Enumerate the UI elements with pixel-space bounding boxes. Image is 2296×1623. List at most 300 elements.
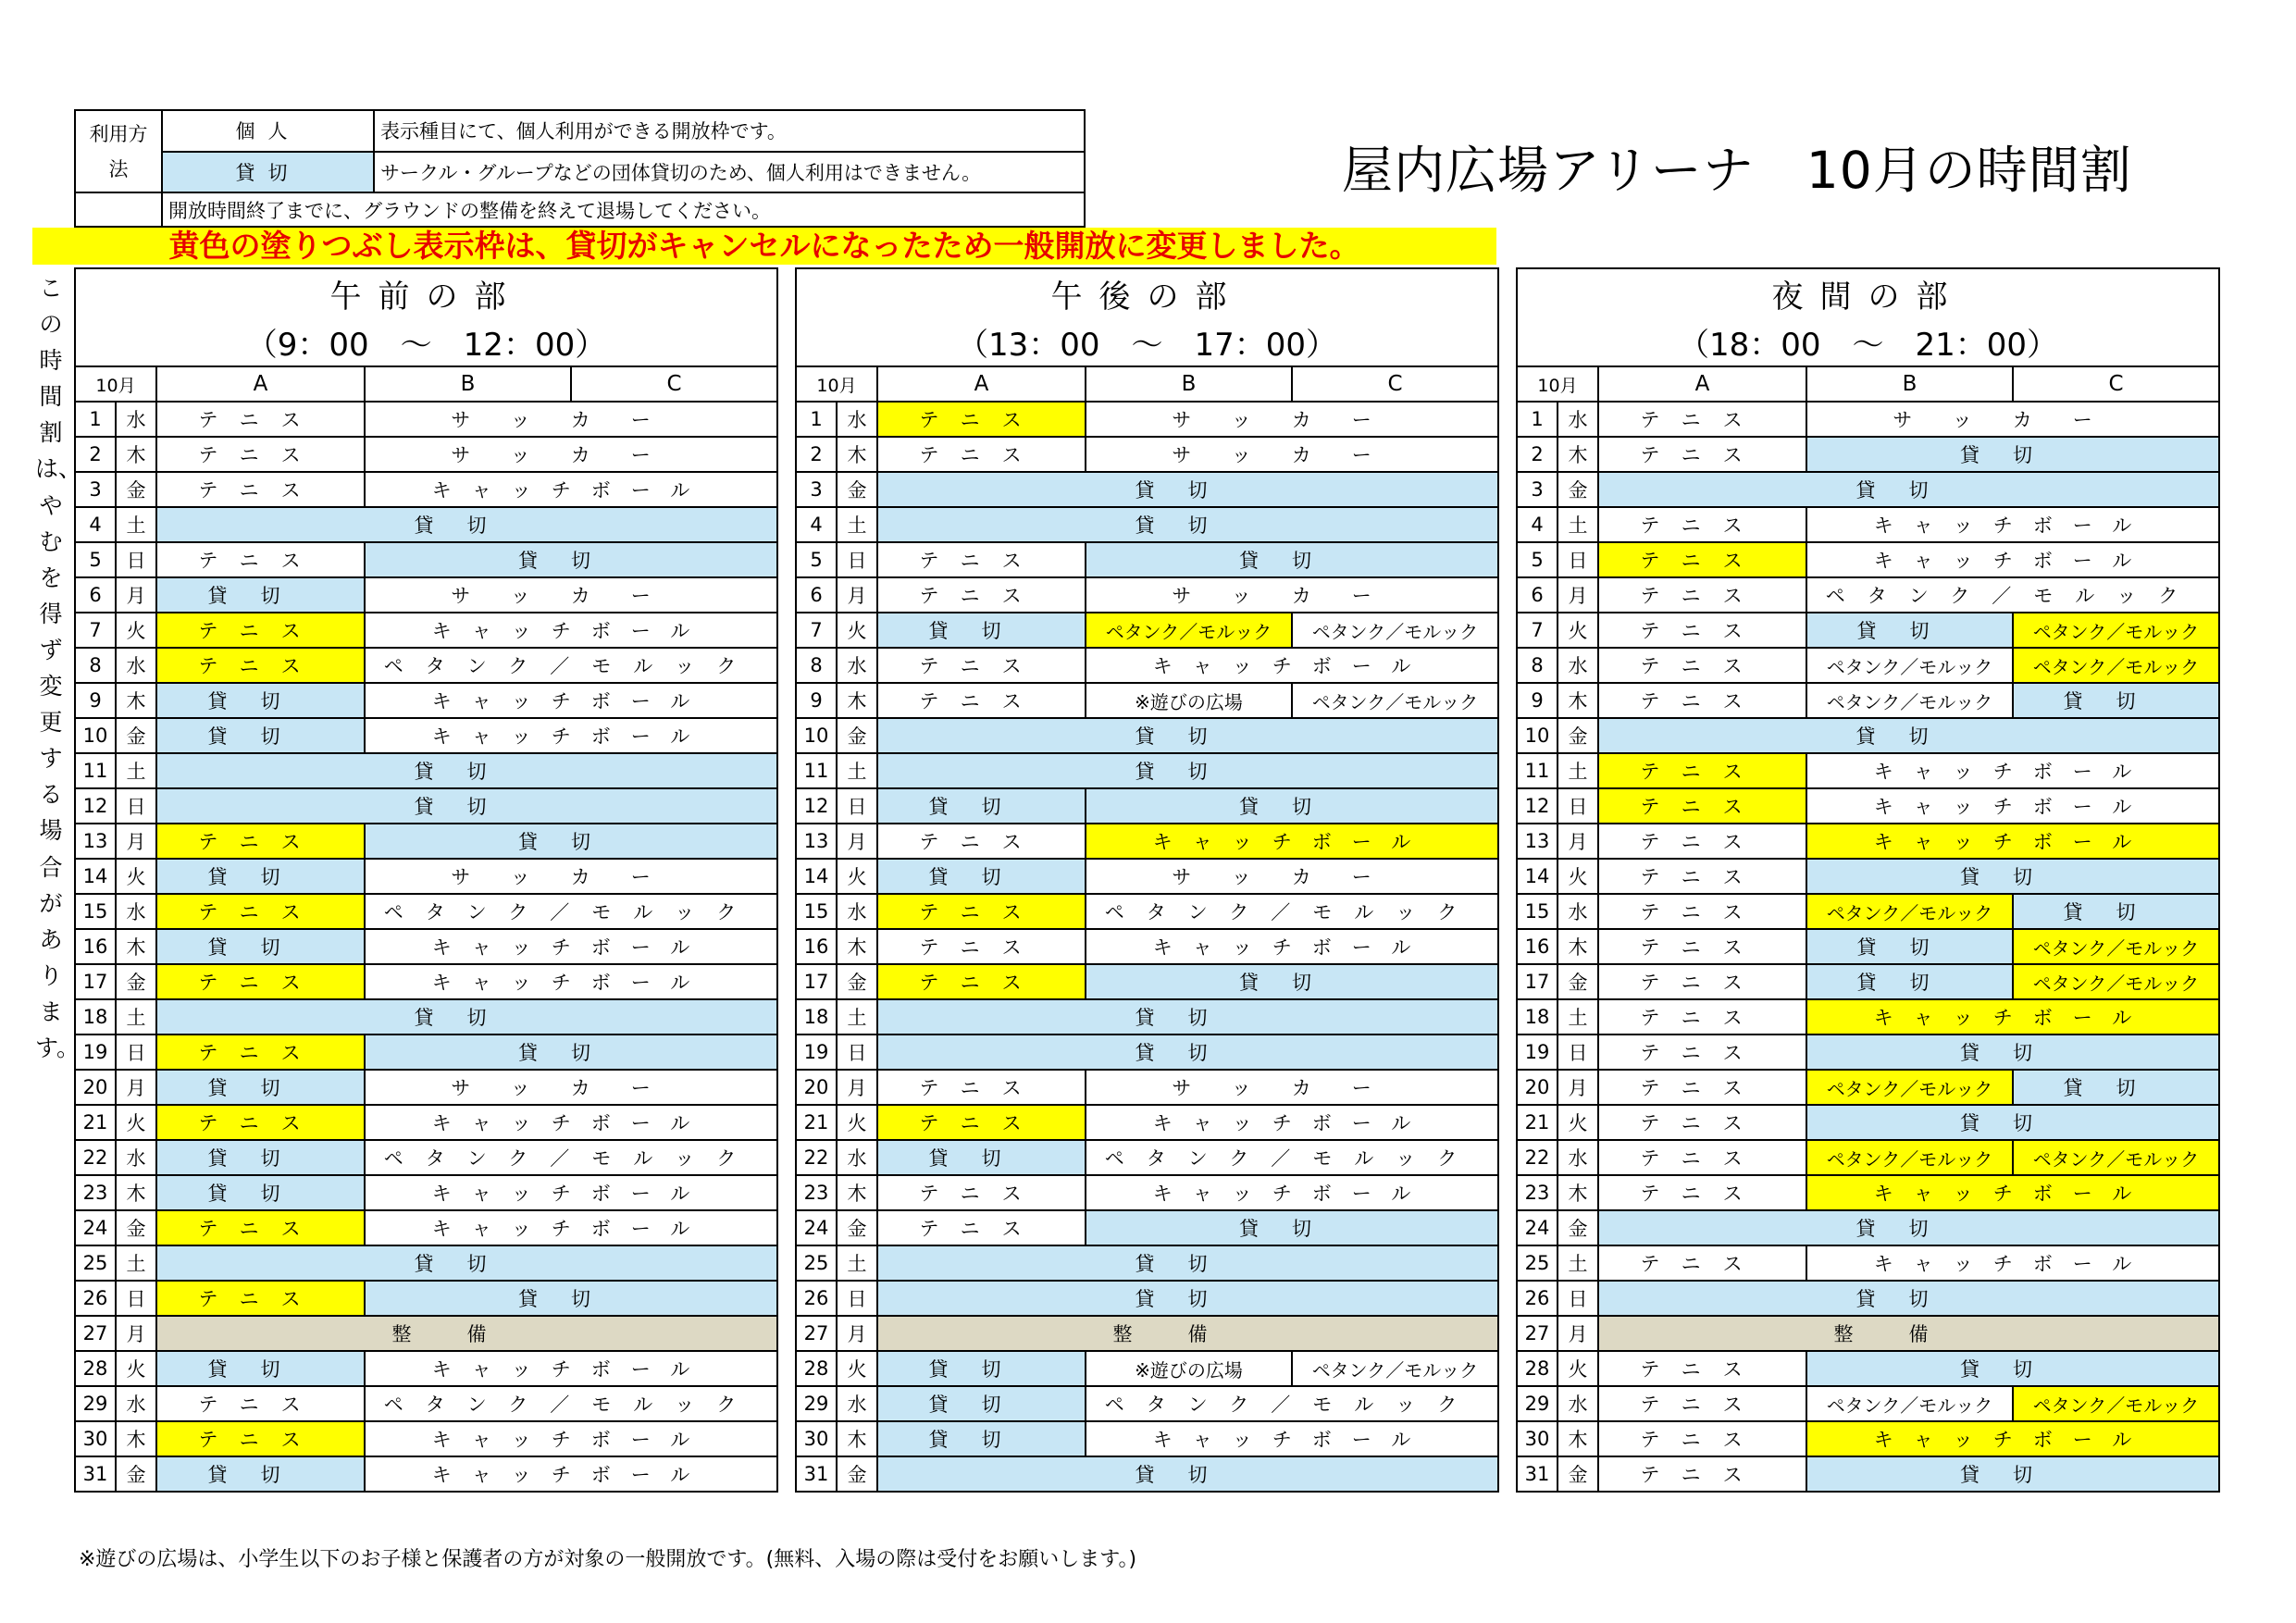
slot-cell: 貸切 xyxy=(1086,542,1498,577)
day-number: 25 xyxy=(796,1245,837,1281)
table-row xyxy=(796,1386,1498,1421)
table-row xyxy=(75,929,777,964)
day-number: 6 xyxy=(796,577,837,613)
day-number: 26 xyxy=(796,1281,837,1316)
day-number: 7 xyxy=(1517,613,1558,648)
weekday: 金 xyxy=(837,718,877,753)
slot-cell: 貸切 xyxy=(1086,1210,1498,1245)
weekday: 木 xyxy=(116,1175,156,1210)
slot-cell: 貸切 xyxy=(156,507,777,542)
table-row xyxy=(75,577,777,613)
court-header-c: C xyxy=(2013,366,2219,402)
weekday: 火 xyxy=(116,1105,156,1140)
day-number: 28 xyxy=(796,1351,837,1386)
weekday: 月 xyxy=(837,1070,877,1105)
weekday: 水 xyxy=(116,648,156,683)
slot-cell: キャッチボール xyxy=(1806,1421,2219,1456)
court-header-c: C xyxy=(1292,366,1498,402)
slot-cell: サッカー xyxy=(1086,577,1498,613)
table-row xyxy=(1517,1351,2219,1386)
day-number: 17 xyxy=(75,964,116,999)
period-time-row xyxy=(796,317,1498,366)
weekday: 木 xyxy=(837,1421,877,1456)
table-row xyxy=(1517,1316,2219,1351)
slot-cell: テニス xyxy=(156,1281,365,1316)
slot-cell: サッカー xyxy=(1086,1070,1498,1105)
day-number: 20 xyxy=(1517,1070,1558,1105)
slot-cell: 貸切 xyxy=(156,1175,365,1210)
day-number: 31 xyxy=(75,1456,116,1492)
weekday: 水 xyxy=(116,1386,156,1421)
slot-cell: テニス xyxy=(877,683,1086,718)
weekday: 土 xyxy=(837,1245,877,1281)
day-number: 8 xyxy=(796,648,837,683)
weekday: 火 xyxy=(116,613,156,648)
slot-cell: 貸切 xyxy=(1598,472,2219,507)
legend-spacer xyxy=(75,192,162,227)
slot-cell: テニス xyxy=(1598,683,1806,718)
slot-cell: テニス xyxy=(1598,577,1806,613)
table-row xyxy=(796,788,1498,824)
slot-cell: キャッチボール xyxy=(365,718,777,753)
weekday: 金 xyxy=(837,1210,877,1245)
day-number: 11 xyxy=(1517,753,1558,788)
court-header-a: A xyxy=(1598,366,1806,402)
legend-desc-individual: 表示種目にて、個人利用ができる開放枠です。 xyxy=(374,110,1085,152)
period-title: 夜間の部 xyxy=(1517,268,2219,317)
slot-cell: テニス xyxy=(1598,788,1806,824)
slot-cell: キャッチボール xyxy=(365,964,777,999)
slot-cell: 整備 xyxy=(1598,1316,2219,1351)
slot-cell: キャッチボール xyxy=(365,472,777,507)
slot-cell: キャッチボール xyxy=(365,1456,777,1492)
table-row xyxy=(796,1316,1498,1351)
day-number: 15 xyxy=(75,894,116,929)
day-number: 23 xyxy=(796,1175,837,1210)
usage-method-label: 利用方法 xyxy=(75,110,162,192)
slot-cell: 整備 xyxy=(156,1316,777,1351)
day-number: 6 xyxy=(1517,577,1558,613)
day-number: 28 xyxy=(75,1351,116,1386)
slot-cell: テニス xyxy=(1598,824,1806,859)
weekday: 土 xyxy=(837,753,877,788)
slot-cell: 貸切 xyxy=(1598,1210,2219,1245)
day-number: 1 xyxy=(796,402,837,437)
slot-cell: テニス xyxy=(1598,507,1806,542)
slot-cell: キャッチボール xyxy=(365,613,777,648)
table-row xyxy=(75,788,777,824)
slot-cell: ペタンク／モルック xyxy=(2013,929,2219,964)
slot-cell: ペタンク／モルック xyxy=(365,894,777,929)
slot-cell: テニス xyxy=(156,648,365,683)
day-number: 30 xyxy=(796,1421,837,1456)
weekday: 木 xyxy=(837,437,877,472)
slot-cell: テニス xyxy=(877,824,1086,859)
slot-cell: テニス xyxy=(156,613,365,648)
slot-cell: テニス xyxy=(1598,1351,1806,1386)
legend-note: 開放時間終了までに、グラウンドの整備を終えて退場してください。 xyxy=(162,192,1085,227)
day-number: 13 xyxy=(796,824,837,859)
day-number: 23 xyxy=(75,1175,116,1210)
slot-cell: 貸切 xyxy=(1806,1351,2219,1386)
slot-cell: 貸切 xyxy=(156,1245,777,1281)
slot-cell: テニス xyxy=(1598,859,1806,894)
weekday: 土 xyxy=(116,753,156,788)
slot-cell: 貸切 xyxy=(1806,437,2219,472)
court-header-b: B xyxy=(365,366,571,402)
court-header-a: A xyxy=(156,366,365,402)
slot-cell: テニス xyxy=(156,894,365,929)
table-row xyxy=(1517,683,2219,718)
table-row xyxy=(1517,1456,2219,1492)
slot-cell: ペタンク／モルック xyxy=(1292,683,1498,718)
slot-cell: 貸切 xyxy=(877,1386,1086,1421)
slot-cell: キャッチボール xyxy=(365,1351,777,1386)
table-row xyxy=(1517,718,2219,753)
slot-cell: キャッチボール xyxy=(365,1210,777,1245)
slot-cell: ペタンク／モルック xyxy=(2013,1140,2219,1175)
table-row xyxy=(75,1245,777,1281)
day-number: 18 xyxy=(1517,999,1558,1035)
slot-cell: ペタンク／モルック xyxy=(1806,577,2219,613)
slot-cell: ペタンク／モルック xyxy=(1086,1386,1498,1421)
day-number: 9 xyxy=(75,683,116,718)
day-number: 18 xyxy=(796,999,837,1035)
month-label: 10月 xyxy=(796,366,877,402)
slot-cell: テニス xyxy=(1598,929,1806,964)
slot-cell: 貸切 xyxy=(1806,1456,2219,1492)
table-row xyxy=(75,1035,777,1070)
table-row xyxy=(796,1210,1498,1245)
slot-cell: 貸切 xyxy=(877,859,1086,894)
weekday: 月 xyxy=(116,1070,156,1105)
legend-type-individual: 個人 xyxy=(162,110,374,152)
table-row xyxy=(75,1281,777,1316)
table-row xyxy=(75,1316,777,1351)
weekday: 金 xyxy=(116,1456,156,1492)
footnote: ※遊びの広場は、小学生以下のお子様と保護者の方が対象の一般開放です。(無料、入場の際は受付をお願いします。) xyxy=(79,1548,1137,1571)
day-number: 2 xyxy=(75,437,116,472)
slot-cell: ペタンク／モルック xyxy=(2013,1386,2219,1421)
day-number: 10 xyxy=(1517,718,1558,753)
weekday: 日 xyxy=(1558,1035,1598,1070)
slot-cell: 貸切 xyxy=(1806,1105,2219,1140)
slot-cell: テニス xyxy=(156,1210,365,1245)
slot-cell: テニス xyxy=(877,1070,1086,1105)
period-title-row xyxy=(1517,268,2219,317)
table-row xyxy=(75,683,777,718)
table-row xyxy=(1517,1281,2219,1316)
day-number: 25 xyxy=(75,1245,116,1281)
table-row xyxy=(796,613,1498,648)
weekday: 火 xyxy=(837,859,877,894)
table-row xyxy=(796,648,1498,683)
weekday: 水 xyxy=(1558,402,1598,437)
weekday: 火 xyxy=(837,1351,877,1386)
day-number: 27 xyxy=(796,1316,837,1351)
slot-cell: テニス xyxy=(1598,1140,1806,1175)
weekday: 金 xyxy=(116,472,156,507)
slot-cell: 貸切 xyxy=(156,683,365,718)
day-number: 12 xyxy=(796,788,837,824)
day-number: 27 xyxy=(1517,1316,1558,1351)
table-row xyxy=(1517,437,2219,472)
slot-cell: テニス xyxy=(1598,1070,1806,1105)
slot-cell: キャッチボール xyxy=(1086,1105,1498,1140)
table-row xyxy=(796,1456,1498,1492)
weekday: 金 xyxy=(1558,1456,1598,1492)
slot-cell: 貸切 xyxy=(1806,613,2013,648)
table-row xyxy=(75,1105,777,1140)
legend-type-reserved: 貸切 xyxy=(162,152,374,193)
day-number: 24 xyxy=(796,1210,837,1245)
cancellation-notice: 黄色の塗りつぶし表示枠は、貸切がキャンセルになったため一般開放に変更しました。 xyxy=(32,228,1496,265)
table-row xyxy=(796,402,1498,437)
legend-desc-reserved: サークル・グループなどの団体貸切のため、個人利用はできません。 xyxy=(374,152,1085,193)
table-row xyxy=(1517,1140,2219,1175)
slot-cell: 貸切 xyxy=(877,1456,1498,1492)
weekday: 月 xyxy=(1558,1070,1598,1105)
slot-cell: テニス xyxy=(1598,542,1806,577)
day-number: 19 xyxy=(796,1035,837,1070)
slot-cell: 整備 xyxy=(877,1316,1498,1351)
slot-cell: キャッチボール xyxy=(1806,507,2219,542)
weekday: 月 xyxy=(116,1316,156,1351)
day-number: 10 xyxy=(75,718,116,753)
slot-cell: キャッチボール xyxy=(365,1105,777,1140)
table-row xyxy=(796,1281,1498,1316)
weekday: 水 xyxy=(837,402,877,437)
slot-cell: テニス xyxy=(877,402,1086,437)
day-number: 2 xyxy=(796,437,837,472)
slot-cell: テニス xyxy=(156,437,365,472)
table-row xyxy=(1517,753,2219,788)
slot-cell: 貸切 xyxy=(877,999,1498,1035)
slot-cell: キャッチボール xyxy=(1086,929,1498,964)
slot-cell: 貸切 xyxy=(877,718,1498,753)
day-number: 16 xyxy=(75,929,116,964)
weekday: 金 xyxy=(116,718,156,753)
day-number: 9 xyxy=(1517,683,1558,718)
slot-cell: テニス xyxy=(1598,1421,1806,1456)
period-title: 午後の部 xyxy=(796,268,1498,317)
day-number: 9 xyxy=(796,683,837,718)
slot-cell: 貸切 xyxy=(156,788,777,824)
table-row xyxy=(796,1175,1498,1210)
slot-cell: テニス xyxy=(1598,1105,1806,1140)
table-row xyxy=(75,718,777,753)
table-row xyxy=(1517,1210,2219,1245)
court-header-c: C xyxy=(571,366,777,402)
slot-cell: テニス xyxy=(156,1386,365,1421)
weekday: 金 xyxy=(116,1210,156,1245)
day-number: 22 xyxy=(75,1140,116,1175)
day-number: 11 xyxy=(796,753,837,788)
weekday: 金 xyxy=(1558,472,1598,507)
day-number: 15 xyxy=(1517,894,1558,929)
slot-cell: 貸切 xyxy=(156,1140,365,1175)
weekday: 水 xyxy=(1558,1140,1598,1175)
day-number: 4 xyxy=(796,507,837,542)
slot-cell: 貸切 xyxy=(877,613,1086,648)
slot-cell: ペタンク／モルック xyxy=(2013,613,2219,648)
table-row xyxy=(1517,1175,2219,1210)
slot-cell: ペタンク／モルック xyxy=(1806,648,2013,683)
day-number: 22 xyxy=(796,1140,837,1175)
weekday: 日 xyxy=(1558,788,1598,824)
table-row xyxy=(796,753,1498,788)
day-number: 12 xyxy=(1517,788,1558,824)
weekday: 月 xyxy=(837,824,877,859)
slot-cell: テニス xyxy=(1598,1175,1806,1210)
day-number: 31 xyxy=(796,1456,837,1492)
slot-cell: ペタンク／モルック xyxy=(2013,964,2219,999)
weekday: 金 xyxy=(116,964,156,999)
slot-cell: 貸切 xyxy=(156,577,365,613)
slot-cell: キャッチボール xyxy=(1806,542,2219,577)
weekday: 月 xyxy=(1558,577,1598,613)
weekday: 土 xyxy=(837,507,877,542)
slot-cell: テニス xyxy=(1598,964,1806,999)
weekday: 金 xyxy=(1558,1210,1598,1245)
change-side-note: この時間割は、やむを得ず変更する場合があります。 xyxy=(35,275,82,1061)
table-row xyxy=(75,894,777,929)
slot-cell: 貸切 xyxy=(2013,683,2219,718)
day-number: 17 xyxy=(1517,964,1558,999)
slot-cell: 貸切 xyxy=(156,753,777,788)
slot-cell: ペタンク／モルック xyxy=(365,648,777,683)
slot-cell: テニス xyxy=(1598,1245,1806,1281)
table-row xyxy=(796,1421,1498,1456)
weekday: 木 xyxy=(1558,1421,1598,1456)
period-time: （9：00 ～ 12：00） xyxy=(75,317,777,366)
table-row xyxy=(796,859,1498,894)
slot-cell: テニス xyxy=(877,894,1086,929)
day-number: 18 xyxy=(75,999,116,1035)
weekday: 木 xyxy=(1558,437,1598,472)
day-number: 24 xyxy=(1517,1210,1558,1245)
slot-cell: ペタンク／モルック xyxy=(1806,683,2013,718)
day-number: 29 xyxy=(75,1386,116,1421)
slot-cell: ペタンク／モルック xyxy=(365,1386,777,1421)
slot-cell: テニス xyxy=(156,472,365,507)
weekday: 日 xyxy=(116,788,156,824)
slot-cell: 貸切 xyxy=(156,929,365,964)
slot-cell: 貸切 xyxy=(877,1281,1498,1316)
slot-cell: サッカー xyxy=(1086,402,1498,437)
table-row xyxy=(75,507,777,542)
table-row xyxy=(75,1351,777,1386)
day-number: 14 xyxy=(75,859,116,894)
slot-cell: キャッチボール xyxy=(1806,788,2219,824)
weekday: 日 xyxy=(116,1281,156,1316)
weekday: 日 xyxy=(116,1035,156,1070)
table-row xyxy=(75,648,777,683)
weekday: 木 xyxy=(837,1175,877,1210)
slot-cell: 貸切 xyxy=(156,718,365,753)
slot-cell: ※遊びの広場 xyxy=(1086,1351,1292,1386)
table-row xyxy=(75,437,777,472)
table-row xyxy=(75,1175,777,1210)
slot-cell: キャッチボール xyxy=(365,683,777,718)
weekday: 土 xyxy=(1558,753,1598,788)
weekday: 日 xyxy=(837,1035,877,1070)
table-row xyxy=(796,718,1498,753)
slot-cell: キャッチボール xyxy=(365,1175,777,1210)
weekday: 土 xyxy=(1558,507,1598,542)
table-row xyxy=(796,1105,1498,1140)
table-row xyxy=(1517,1421,2219,1456)
slot-cell: 貸切 xyxy=(156,859,365,894)
table-row xyxy=(75,1140,777,1175)
table-row xyxy=(1517,1386,2219,1421)
day-number: 1 xyxy=(75,402,116,437)
slot-cell: キャッチボール xyxy=(1086,1421,1498,1456)
weekday: 木 xyxy=(1558,929,1598,964)
day-number: 21 xyxy=(1517,1105,1558,1140)
court-header-a: A xyxy=(877,366,1086,402)
slot-cell: テニス xyxy=(877,577,1086,613)
day-number: 16 xyxy=(1517,929,1558,964)
table-row xyxy=(1517,613,2219,648)
table-row xyxy=(1517,1070,2219,1105)
table-row xyxy=(796,1140,1498,1175)
weekday: 火 xyxy=(116,1351,156,1386)
table-row xyxy=(75,1456,777,1492)
slot-cell: キャッチボール xyxy=(1086,1175,1498,1210)
slot-cell: テニス xyxy=(877,1210,1086,1245)
weekday: 木 xyxy=(1558,1175,1598,1210)
table-row xyxy=(1517,1035,2219,1070)
day-number: 29 xyxy=(1517,1386,1558,1421)
day-number: 1 xyxy=(1517,402,1558,437)
slot-cell: 貸切 xyxy=(1806,929,2013,964)
court-header-row xyxy=(1517,366,2219,402)
table-row xyxy=(796,964,1498,999)
table-row xyxy=(796,894,1498,929)
slot-cell: 貸切 xyxy=(2013,1070,2219,1105)
slot-cell: テニス xyxy=(1598,753,1806,788)
day-number: 22 xyxy=(1517,1140,1558,1175)
day-number: 15 xyxy=(796,894,837,929)
slot-cell: テニス xyxy=(1598,894,1806,929)
weekday: 木 xyxy=(116,683,156,718)
slot-cell: テニス xyxy=(1598,648,1806,683)
slot-cell: 貸切 xyxy=(877,1140,1086,1175)
slot-cell: テニス xyxy=(877,964,1086,999)
weekday: 水 xyxy=(1558,894,1598,929)
weekday: 月 xyxy=(116,824,156,859)
weekday: 火 xyxy=(1558,859,1598,894)
slot-cell: ペタンク／モルック xyxy=(1086,894,1498,929)
table-row xyxy=(75,1421,777,1456)
weekday: 火 xyxy=(837,613,877,648)
slot-cell: 貸切 xyxy=(1806,859,2219,894)
weekday: 火 xyxy=(1558,1105,1598,1140)
slot-cell: ペタンク／モルック xyxy=(1292,613,1498,648)
day-number: 3 xyxy=(75,472,116,507)
weekday: 日 xyxy=(837,542,877,577)
day-number: 13 xyxy=(1517,824,1558,859)
period-time: （13：00 ～ 17：00） xyxy=(796,317,1498,366)
slot-cell: ペタンク／モルック xyxy=(2013,648,2219,683)
usage-legend xyxy=(74,109,1086,228)
slot-cell: テニス xyxy=(156,1035,365,1070)
weekday: 土 xyxy=(1558,999,1598,1035)
slot-cell: テニス xyxy=(1598,1386,1806,1421)
table-row xyxy=(75,859,777,894)
weekday: 日 xyxy=(116,542,156,577)
